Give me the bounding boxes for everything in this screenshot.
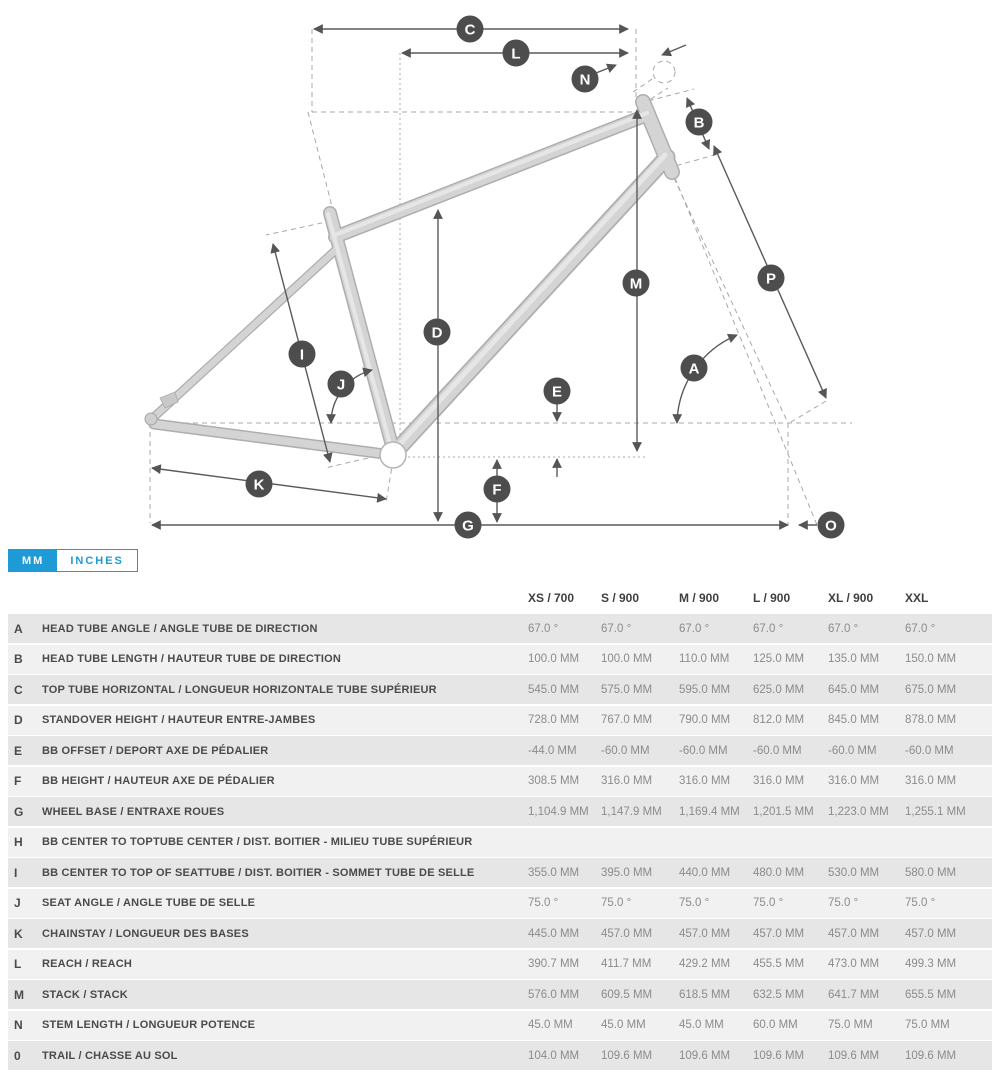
- dim-N-pointer: [596, 65, 616, 73]
- size-columns-header: [8, 582, 992, 614]
- cell-value: 60.0 MM: [753, 1019, 798, 1031]
- svg-text:F: F: [492, 481, 502, 499]
- row-letter: 0: [14, 1048, 21, 1063]
- cell-value: 75.0 MM: [828, 1019, 873, 1031]
- cell-value: 457.0 MM: [753, 927, 805, 940]
- row-label: TOP TUBE HORIZONTAL / LONGUEUR HORIZONTALE TUBE SUPÉRIEUR: [42, 683, 437, 696]
- svg-text:E: E: [551, 383, 563, 401]
- cell-value: 1,201.5 MM: [753, 805, 814, 818]
- row-letter: G: [14, 804, 24, 819]
- label-P: [758, 265, 785, 292]
- table-row: [8, 675, 992, 704]
- cell-value: -44.0 MM: [528, 744, 577, 757]
- row-letter: A: [14, 621, 23, 636]
- row-label: HEAD TUBE LENGTH / HAUTEUR TUBE DE DIRECTION: [42, 653, 342, 665]
- cell-value: 1,147.9 MM: [601, 805, 662, 818]
- cell-value: 100.0 MM: [528, 653, 580, 665]
- cell-value: 609.5 MM: [601, 988, 653, 1001]
- cell-value: 457.0 MM: [679, 927, 731, 940]
- cell-value: 545.0 MM: [528, 683, 580, 696]
- row-label: BB CENTER TO TOP OF SEATTUBE / DIST. BOITIER - SOMMET TUBE DE SELLE: [42, 866, 475, 879]
- cell-value: 812.0 MM: [753, 714, 805, 726]
- cell-value: 75.0 °: [905, 897, 936, 909]
- cell-value: 67.0 °: [601, 622, 632, 635]
- label-A: [681, 355, 708, 382]
- cell-value: 316.0 MM: [601, 775, 653, 787]
- label-B: [686, 109, 713, 136]
- size-column-header: S / 900: [601, 591, 640, 605]
- mm-tab[interactable]: MM: [9, 550, 57, 571]
- cell-value: 878.0 MM: [905, 714, 957, 726]
- size-column-header: XXL: [905, 591, 929, 605]
- svg-text:I: I: [299, 346, 305, 364]
- bike-frame: [145, 102, 672, 468]
- cell-value: 75.0 MM: [905, 1019, 950, 1031]
- row-letter: I: [14, 865, 18, 880]
- table-row: [8, 767, 992, 796]
- label-D: [424, 319, 451, 346]
- cell-value: 45.0 MM: [528, 1019, 573, 1031]
- svg-text:J: J: [336, 376, 346, 394]
- cell-value: -60.0 MM: [828, 744, 877, 757]
- size-column-header: M / 900: [679, 591, 720, 605]
- row-label: CHAINSTAY / LONGUEUR DES BASES: [42, 927, 249, 940]
- cell-value: 316.0 MM: [679, 775, 731, 787]
- row-label: HEAD TUBE ANGLE / ANGLE TUBE DE DIRECTION: [42, 622, 318, 635]
- cell-value: 75.0 °: [828, 897, 859, 909]
- cell-value: 455.5 MM: [753, 958, 805, 970]
- cell-value: 75.0 °: [679, 897, 710, 909]
- cell-value: 1,255.1 MM: [905, 805, 966, 818]
- cell-value: 480.0 MM: [753, 866, 805, 879]
- cell-value: 473.0 MM: [828, 958, 880, 970]
- cell-value: 67.0 °: [828, 622, 859, 635]
- cell-value: 67.0 °: [753, 622, 784, 635]
- row-letter: E: [14, 743, 23, 758]
- table-row: [8, 645, 992, 674]
- cell-value: 395.0 MM: [601, 866, 653, 879]
- cell-value: 440.0 MM: [679, 866, 731, 879]
- cell-value: 135.0 MM: [828, 653, 880, 665]
- handlebar-clamp-circle: [653, 61, 675, 83]
- cell-value: 618.5 MM: [679, 988, 731, 1001]
- cell-value: 67.0 °: [905, 622, 936, 635]
- cell-value: 316.0 MM: [828, 775, 880, 787]
- table-row: [8, 736, 992, 765]
- label-F: [484, 476, 511, 503]
- cell-value: 125.0 MM: [753, 653, 805, 665]
- cell-value: 390.7 MM: [528, 958, 580, 970]
- cell-value: 530.0 MM: [828, 866, 880, 879]
- row-label: STACK / STACK: [42, 988, 128, 1001]
- cell-value: 109.6 MM: [753, 1049, 805, 1062]
- svg-text:A: A: [688, 360, 700, 378]
- cell-value: 1,169.4 MM: [679, 805, 740, 818]
- cell-value: -60.0 MM: [601, 744, 650, 757]
- cell-value: 308.5 MM: [528, 775, 580, 787]
- row-label: WHEEL BASE / ENTRAXE ROUES: [42, 805, 225, 818]
- cell-value: 625.0 MM: [753, 683, 805, 696]
- stem-pointer: [662, 45, 686, 55]
- svg-text:C: C: [464, 21, 476, 39]
- table-row: [8, 614, 992, 643]
- cell-value: 1,104.9 MM: [528, 805, 589, 818]
- dim-A-head-angle-arc: [677, 335, 737, 423]
- cell-value: 109.6 MM: [905, 1049, 957, 1062]
- row-letter: B: [14, 652, 23, 666]
- cell-value: 100.0 MM: [601, 653, 653, 665]
- row-letter: D: [14, 713, 23, 727]
- table-row: [8, 919, 992, 948]
- cell-value: 675.0 MM: [905, 683, 957, 696]
- cell-value: 845.0 MM: [828, 714, 880, 726]
- size-column-header: XS / 700: [528, 591, 575, 605]
- cell-value: 641.7 MM: [828, 988, 880, 1001]
- row-letter: C: [14, 682, 23, 697]
- cell-value: 67.0 °: [679, 622, 710, 635]
- cell-value: 457.0 MM: [601, 927, 653, 940]
- table-row: [8, 706, 992, 735]
- label-G: [455, 512, 482, 539]
- cell-value: 457.0 MM: [828, 927, 880, 940]
- row-label: TRAIL / CHASSE AU SOL: [42, 1049, 178, 1062]
- row-label: REACH / REACH: [42, 958, 132, 970]
- cell-value: 632.5 MM: [753, 988, 805, 1001]
- row-letter: K: [14, 926, 23, 941]
- cell-value: 109.6 MM: [601, 1049, 653, 1062]
- cell-value: 104.0 MM: [528, 1049, 580, 1062]
- cell-value: 429.2 MM: [679, 958, 731, 970]
- svg-text:D: D: [431, 324, 443, 342]
- row-label: BB HEIGHT / HAUTEUR AXE DE PÉDALIER: [42, 775, 275, 787]
- table-row: [8, 980, 992, 1009]
- svg-text:L: L: [511, 45, 521, 63]
- cell-value: 75.0 °: [753, 897, 784, 909]
- cell-value: 110.0 MM: [679, 653, 730, 665]
- rear-dropout: [145, 413, 157, 425]
- geometry-table-section: [0, 546, 1000, 1070]
- cell-value: 728.0 MM: [528, 714, 580, 726]
- cell-value: 150.0 MM: [905, 653, 957, 665]
- row-label: STANDOVER HEIGHT / HAUTEUR ENTRE-JAMBES: [42, 714, 316, 726]
- label-C: [457, 16, 484, 43]
- cell-value: -60.0 MM: [679, 744, 728, 757]
- svg-text:K: K: [253, 476, 265, 494]
- table-row: [8, 828, 992, 857]
- construction-lines: [148, 29, 852, 525]
- row-letter: F: [14, 774, 22, 788]
- cell-value: 1,223.0 MM: [828, 805, 889, 818]
- cell-value: 45.0 MM: [601, 1019, 646, 1031]
- row-letter: H: [14, 835, 23, 849]
- label-I: [289, 341, 316, 368]
- cell-value: 655.5 MM: [905, 988, 957, 1001]
- bottom-bracket: [380, 442, 406, 468]
- table-row: [8, 889, 992, 918]
- row-letter: L: [14, 957, 22, 971]
- table-row: [8, 950, 992, 979]
- cell-value: 109.6 MM: [679, 1049, 731, 1062]
- table-row: [8, 797, 992, 826]
- cell-value: 445.0 MM: [528, 927, 580, 940]
- dimension-lines: [152, 29, 826, 525]
- cell-value: 576.0 MM: [528, 988, 580, 1001]
- svg-text:B: B: [693, 114, 705, 132]
- unit-toggle: [8, 549, 138, 572]
- cell-value: -60.0 MM: [753, 744, 802, 757]
- label-J: [328, 371, 355, 398]
- cell-value: 75.0 °: [528, 897, 559, 909]
- label-E: [544, 378, 571, 405]
- cell-value: 109.6 MM: [828, 1049, 880, 1062]
- row-letter: N: [14, 1018, 23, 1032]
- svg-text:P: P: [765, 270, 777, 288]
- inches-tab[interactable]: INCHES: [57, 550, 137, 571]
- cell-value: 67.0 °: [528, 622, 559, 635]
- cell-value: 411.7 MM: [601, 958, 652, 970]
- svg-text:M: M: [629, 275, 643, 293]
- row-letter: J: [14, 896, 21, 910]
- svg-text:O: O: [825, 517, 837, 535]
- table-row: [8, 1011, 992, 1040]
- label-K: [246, 471, 273, 498]
- cell-value: 355.0 MM: [528, 866, 580, 879]
- cell-value: 457.0 MM: [905, 927, 957, 940]
- svg-text:N: N: [579, 71, 591, 89]
- row-letter: M: [14, 987, 24, 1002]
- row-label: SEAT ANGLE / ANGLE TUBE DE SELLE: [42, 897, 256, 909]
- table-row: [8, 1041, 992, 1070]
- cell-value: 316.0 MM: [753, 775, 805, 787]
- svg-text:G: G: [462, 517, 474, 535]
- cell-value: 645.0 MM: [828, 683, 880, 696]
- row-label: STEM LENGTH / LONGUEUR POTENCE: [42, 1019, 256, 1031]
- row-label: BB CENTER TO TOPTUBE CENTER / DIST. BOITIER - MILIEU TUBE SUPÉRIEUR: [42, 836, 473, 848]
- cell-value: 575.0 MM: [601, 683, 653, 696]
- cell-value: 790.0 MM: [679, 714, 731, 726]
- cell-value: 580.0 MM: [905, 866, 957, 879]
- label-N: [572, 66, 599, 93]
- cell-value: -60.0 MM: [905, 744, 954, 757]
- geometry-rows: [8, 614, 992, 1070]
- cell-value: 499.3 MM: [905, 958, 957, 970]
- cell-value: 595.0 MM: [679, 683, 731, 696]
- cell-value: 316.0 MM: [905, 775, 957, 787]
- cell-value: 45.0 MM: [679, 1019, 724, 1031]
- size-column-header: XL / 900: [828, 591, 874, 605]
- cell-value: 75.0 °: [601, 897, 632, 909]
- label-M: [623, 270, 650, 297]
- label-L: [503, 40, 530, 67]
- label-O: [818, 512, 845, 539]
- table-row: [8, 858, 992, 887]
- cell-value: 767.0 MM: [601, 714, 653, 726]
- row-label: BB OFFSET / DEPORT AXE DE PÉDALIER: [42, 744, 269, 757]
- size-column-header: L / 900: [753, 591, 791, 605]
